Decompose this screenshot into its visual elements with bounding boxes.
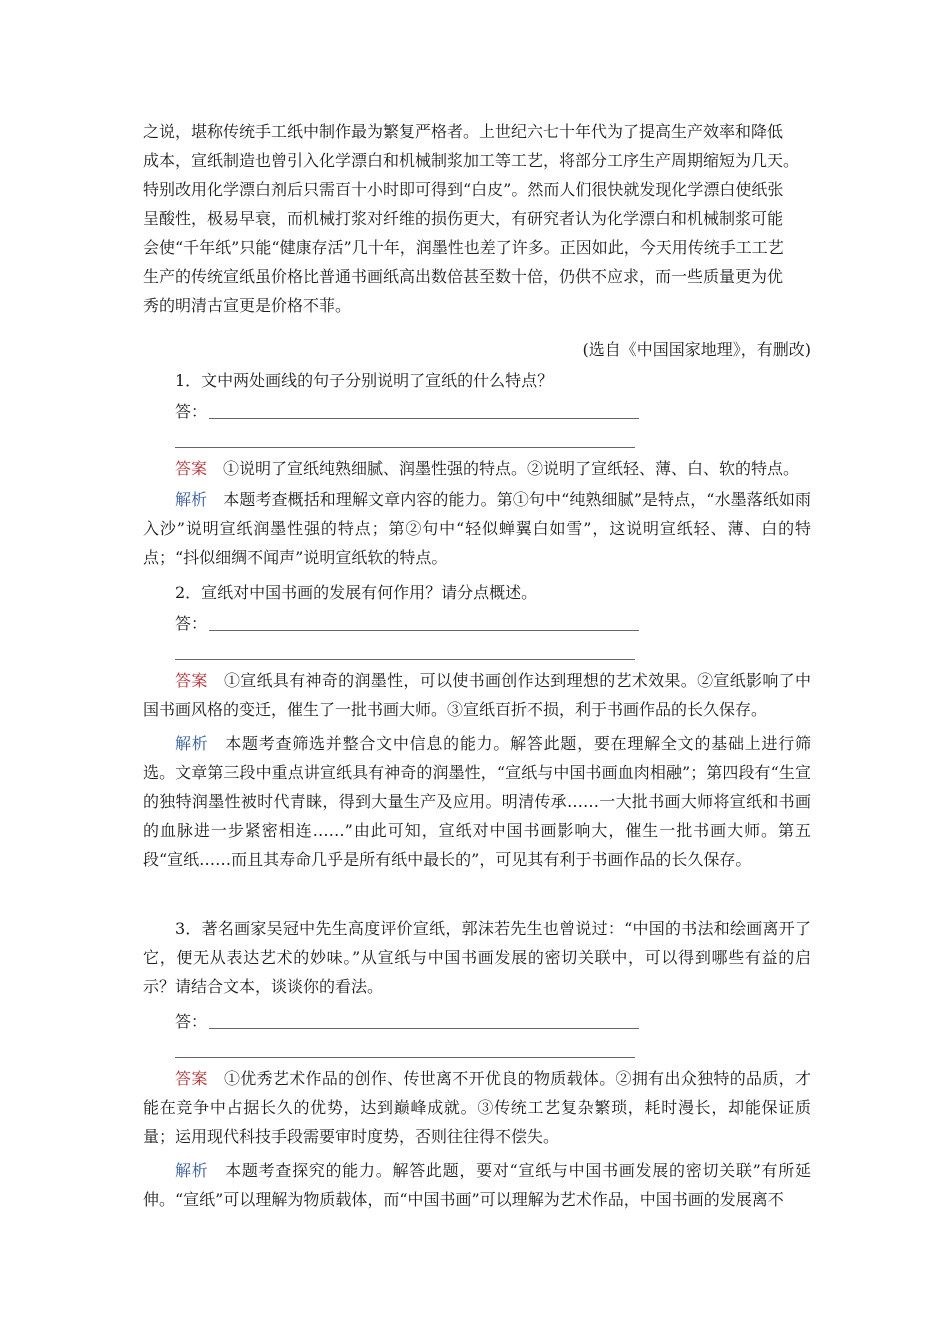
answer-prefix: 答： (175, 1012, 208, 1031)
article-line: 呈酸性，极易早衰，而机械打浆对纤维的损伤更大，有研究者认为化学漂白和机械制浆可能 (143, 209, 784, 228)
article-text (143, 117, 811, 320)
answer-line-3 (175, 1007, 639, 1036)
analysis-label: 解析 (175, 490, 208, 509)
answer-rule-2 (175, 447, 635, 448)
answer-line-2 (175, 609, 639, 638)
article-line: 会使“千年纸”只能“健康存活”几十年，润墨性也差了许多。正因如此，今天用传统手工工艺 (143, 238, 784, 257)
q3-analysis (143, 1156, 811, 1214)
answer-label: 答案 (175, 1069, 208, 1088)
answer-label: 答案 (175, 459, 208, 478)
q2-answer (143, 666, 811, 724)
q1-analysis (143, 485, 811, 572)
question-2: 2．宣纸对中国书画的发展有何作用？请分点概述。 (175, 583, 538, 602)
question-3: 3．著名画家吴冠中先生高度评价宣纸，郭沫若先生也曾说过：“中国的书法和绘画离开了它，便无从表达艺术的妙味。”从宣纸与中国书画发展的密切关联中，可以得到哪些有益的启示？请结合文本，谈谈你的看法。 (143, 919, 811, 996)
q1-answer (143, 454, 811, 483)
q1-answer-text: ①说明了宣纸纯熟细腻、润墨性强的特点。②说明了宣纸轻、薄、白、软的特点。 (223, 459, 800, 478)
question-1: 1．文中两处画线的句子分别说明了宣纸的什么特点？ (175, 371, 554, 390)
answer-rule (209, 418, 639, 419)
answer-label: 答案 (175, 671, 208, 690)
answer-rule (209, 630, 639, 631)
q2-analysis-text: 本题考查筛选并整合文中信息的能力。解答此题，要在理解全文的基础上进行筛选。文章第三段中重点讲宣纸具有神奇的润墨性，“宣纸与中国书画血肉相融”；第四段有“生宣的独特润墨性被时代青睐，得到大量生产及应用。明清传承……一大批书画大师将宣纸和书画的血脉进一步紧密相连……”由此可知，宣纸对中国书画影响大，催生一批书画大师。第五段“宣纸……而且其寿命几乎是所有纸中最长的”，可见其有利于书画作品的长久保存。 (143, 734, 811, 869)
article-source: (选自《中国国家地理》，有删改) (582, 340, 811, 359)
article-line: 成本，宣纸制造也曾引入化学漂白和机械制浆加工等工艺，将部分工序生产周期缩短为几天。 (143, 151, 800, 170)
q1-analysis-text: 本题考查概括和理解文章内容的能力。第①句中“纯熟细腻”是特点，“水墨落纸如雨入沙”说明宣纸润墨性强的特点；第②句中“轻似蝉翼白如雪”，这说明宣纸轻、薄、白的特点；“抖似细绸不闻声”说明宣纸软的特点。 (143, 490, 811, 567)
answer-rule (209, 1028, 639, 1029)
article-line: 特别改用化学漂白剂后只需百十小时即可得到“白皮”。然而人们很快就发现化学漂白使纸张 (143, 180, 784, 199)
answer-prefix: 答： (175, 614, 208, 633)
article-line: 之说，堪称传统手工纸中制作最为繁复严格者。上世纪六七十年代为了提高生产效率和降低 (143, 122, 784, 141)
q3-answer (143, 1064, 811, 1151)
q3-answer-text: ①优秀艺术作品的创作、传世离不开优良的物质载体。②拥有出众独特的品质，才能在竞争中占据长久的优势，达到巅峰成就。③传统工艺复杂繁琐，耗时漫长，却能保证质量；运用现代科技手段需要审时度势，否则往往得不偿失。 (143, 1069, 811, 1146)
answer-line-1 (175, 397, 639, 426)
q2-analysis (143, 729, 811, 874)
answer-prefix: 答： (175, 402, 208, 421)
answer-rule-2 (175, 659, 635, 660)
q2-answer-text: ①宣纸具有神奇的润墨性，可以使书画创作达到理想的艺术效果。②宣纸影响了中国书画风格的变迁，催生了一批书画大师。③宣纸百折不损，利于书画作品的长久保存。 (143, 671, 811, 719)
article-line: 秀的明清古宣更是价格不菲。 (143, 296, 352, 315)
article-line: 生产的传统宣纸虽价格比普通书画纸高出数倍甚至数十倍，仍供不应求，而一些质量更为优 (143, 267, 784, 286)
analysis-label: 解析 (175, 1161, 209, 1180)
answer-rule-2 (175, 1057, 635, 1058)
q3-analysis-text: 本题考查探究的能力。解答此题，要对“宣纸与中国书画发展的密切关联”有所延伸。“宣纸”可以理解为物质载体，而“中国书画”可以理解为艺术作品，中国书画的发展离不 (143, 1161, 811, 1209)
analysis-label: 解析 (175, 734, 209, 753)
